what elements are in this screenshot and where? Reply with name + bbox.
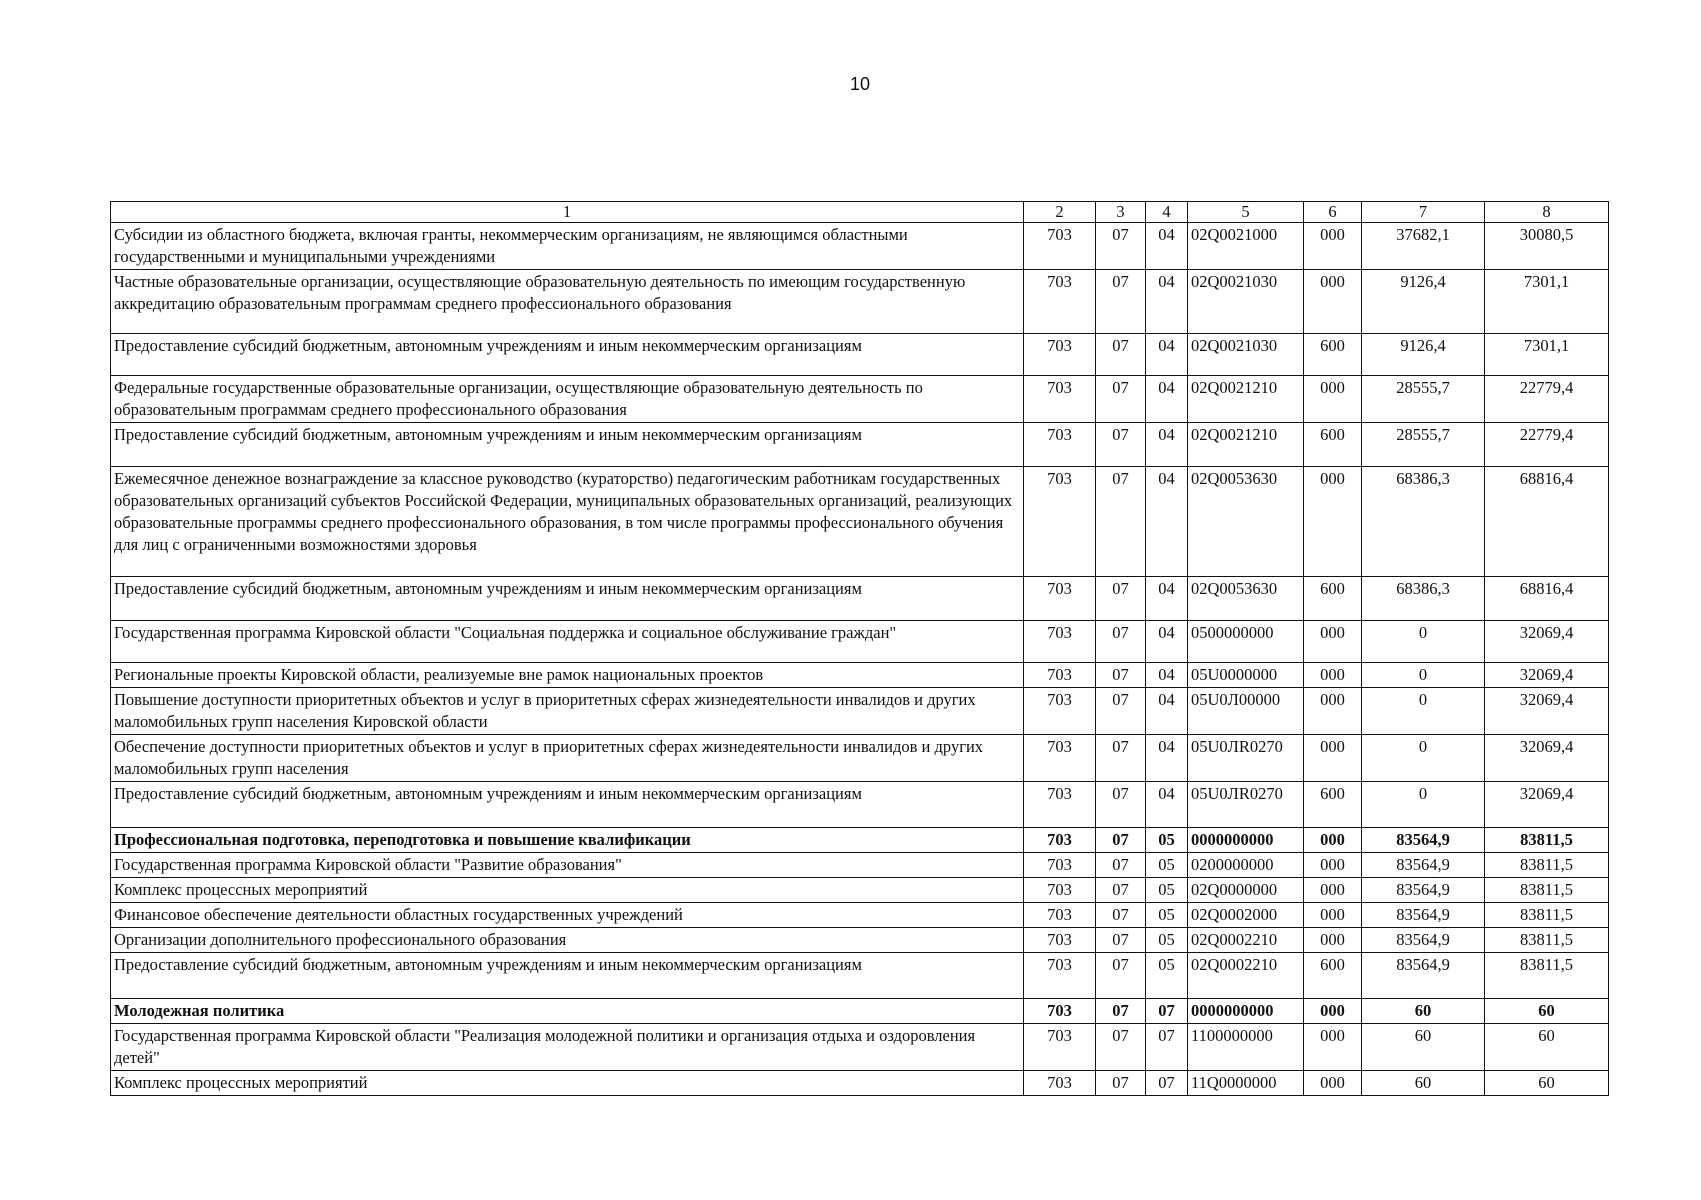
row-name-cell: Предоставление субсидий бюджетным, автономным учреждениям и иным некоммерческим организациям xyxy=(111,577,1024,621)
row-value-cell: 0000000000 xyxy=(1188,999,1304,1024)
row-value-cell: 68816,4 xyxy=(1485,467,1609,577)
row-value-cell: 68386,3 xyxy=(1362,467,1485,577)
table-row xyxy=(111,334,1609,376)
row-value-cell: 703 xyxy=(1024,953,1096,999)
row-value-cell: 000 xyxy=(1304,878,1362,903)
row-value-cell: 60 xyxy=(1362,1024,1485,1071)
row-name-cell: Комплекс процессных мероприятий xyxy=(111,878,1024,903)
row-name-cell: Обеспечение доступности приоритетных объектов и услуг в приоритетных сферах жизнедеятельности инвалидов и других маломобильных групп населения xyxy=(111,735,1024,782)
row-value-cell: 68386,3 xyxy=(1362,577,1485,621)
row-value-cell: 0 xyxy=(1362,735,1485,782)
row-value-cell: 83811,5 xyxy=(1485,828,1609,853)
row-name-cell: Предоставление субсидий бюджетным, автономным учреждениям и иным некоммерческим организациям xyxy=(111,953,1024,999)
row-name-cell: Финансовое обеспечение деятельности областных государственных учреждений xyxy=(111,903,1024,928)
row-name-cell: Государственная программа Кировской области "Реализация молодежной политики и организация отдыха и оздоровления детей" xyxy=(111,1024,1024,1071)
row-value-cell: 07 xyxy=(1096,999,1146,1024)
row-value-cell: 28555,7 xyxy=(1362,376,1485,423)
row-value-cell: 07 xyxy=(1096,928,1146,953)
table-row xyxy=(111,999,1609,1024)
row-value-cell: 703 xyxy=(1024,903,1096,928)
row-value-cell: 60 xyxy=(1485,999,1609,1024)
row-value-cell: 0000000000 xyxy=(1188,828,1304,853)
row-value-cell: 703 xyxy=(1024,1071,1096,1096)
row-value-cell: 32069,4 xyxy=(1485,782,1609,828)
row-value-cell: 07 xyxy=(1096,270,1146,334)
row-value-cell: 703 xyxy=(1024,223,1096,270)
table-row xyxy=(111,663,1609,688)
row-value-cell: 04 xyxy=(1146,577,1188,621)
row-value-cell: 32069,4 xyxy=(1485,663,1609,688)
row-value-cell: 000 xyxy=(1304,1024,1362,1071)
row-value-cell: 04 xyxy=(1146,663,1188,688)
table-body xyxy=(111,223,1609,1096)
row-value-cell: 000 xyxy=(1304,928,1362,953)
row-value-cell: 000 xyxy=(1304,376,1362,423)
column-header: 5 xyxy=(1188,202,1304,223)
row-value-cell: 07 xyxy=(1096,735,1146,782)
row-value-cell: 60 xyxy=(1362,999,1485,1024)
row-name-cell: Государственная программа Кировской области "Социальная поддержка и социальное обслуживание граждан" xyxy=(111,621,1024,663)
table-row xyxy=(111,735,1609,782)
table-row xyxy=(111,878,1609,903)
row-value-cell: 0500000000 xyxy=(1188,621,1304,663)
row-value-cell: 02Q0002210 xyxy=(1188,953,1304,999)
row-value-cell: 83811,5 xyxy=(1485,953,1609,999)
row-value-cell: 04 xyxy=(1146,467,1188,577)
row-value-cell: 60 xyxy=(1362,1071,1485,1096)
row-value-cell: 1100000000 xyxy=(1188,1024,1304,1071)
row-value-cell: 02Q0021210 xyxy=(1188,376,1304,423)
row-value-cell: 05 xyxy=(1146,853,1188,878)
row-value-cell: 68816,4 xyxy=(1485,577,1609,621)
table-row xyxy=(111,376,1609,423)
row-value-cell: 05U0000000 xyxy=(1188,663,1304,688)
table-row xyxy=(111,782,1609,828)
row-value-cell: 703 xyxy=(1024,467,1096,577)
row-value-cell: 83564,9 xyxy=(1362,928,1485,953)
row-value-cell: 11Q0000000 xyxy=(1188,1071,1304,1096)
row-value-cell: 7301,1 xyxy=(1485,270,1609,334)
row-value-cell: 22779,4 xyxy=(1485,376,1609,423)
row-value-cell: 000 xyxy=(1304,735,1362,782)
column-header: 7 xyxy=(1362,202,1485,223)
column-header: 2 xyxy=(1024,202,1096,223)
row-value-cell: 7301,1 xyxy=(1485,334,1609,376)
row-value-cell: 05U0ЛR0270 xyxy=(1188,782,1304,828)
row-value-cell: 000 xyxy=(1304,270,1362,334)
row-value-cell: 000 xyxy=(1304,467,1362,577)
row-value-cell: 703 xyxy=(1024,334,1096,376)
table-row xyxy=(111,1071,1609,1096)
table-row xyxy=(111,270,1609,334)
table-row xyxy=(111,828,1609,853)
table-row xyxy=(111,223,1609,270)
row-value-cell: 83811,5 xyxy=(1485,903,1609,928)
row-value-cell: 05U0ЛR0270 xyxy=(1188,735,1304,782)
column-header: 1 xyxy=(111,202,1024,223)
row-value-cell: 02Q0002210 xyxy=(1188,928,1304,953)
row-value-cell: 83564,9 xyxy=(1362,903,1485,928)
row-value-cell: 07 xyxy=(1096,878,1146,903)
table-row xyxy=(111,1024,1609,1071)
row-value-cell: 02Q0002000 xyxy=(1188,903,1304,928)
row-value-cell: 83564,9 xyxy=(1362,878,1485,903)
row-value-cell: 703 xyxy=(1024,270,1096,334)
row-value-cell: 32069,4 xyxy=(1485,735,1609,782)
row-value-cell: 83564,9 xyxy=(1362,853,1485,878)
row-name-cell: Региональные проекты Кировской области, реализуемые вне рамок национальных проектов xyxy=(111,663,1024,688)
row-value-cell: 000 xyxy=(1304,663,1362,688)
row-value-cell: 05 xyxy=(1146,928,1188,953)
row-value-cell: 703 xyxy=(1024,928,1096,953)
row-value-cell: 0 xyxy=(1362,782,1485,828)
row-value-cell: 07 xyxy=(1146,1071,1188,1096)
row-value-cell: 07 xyxy=(1096,1024,1146,1071)
row-value-cell: 05 xyxy=(1146,903,1188,928)
row-value-cell: 703 xyxy=(1024,782,1096,828)
row-value-cell: 32069,4 xyxy=(1485,621,1609,663)
row-value-cell: 0 xyxy=(1362,688,1485,735)
table-row xyxy=(111,853,1609,878)
row-value-cell: 07 xyxy=(1096,782,1146,828)
row-value-cell: 000 xyxy=(1304,688,1362,735)
row-value-cell: 02Q0021030 xyxy=(1188,334,1304,376)
row-value-cell: 703 xyxy=(1024,621,1096,663)
row-value-cell: 04 xyxy=(1146,270,1188,334)
row-value-cell: 0 xyxy=(1362,663,1485,688)
row-value-cell: 07 xyxy=(1096,621,1146,663)
row-value-cell: 83811,5 xyxy=(1485,853,1609,878)
table-row xyxy=(111,903,1609,928)
row-name-cell: Организации дополнительного профессионального образования xyxy=(111,928,1024,953)
row-value-cell: 703 xyxy=(1024,1024,1096,1071)
row-value-cell: 02Q0053630 xyxy=(1188,467,1304,577)
table-row xyxy=(111,467,1609,577)
row-value-cell: 0 xyxy=(1362,621,1485,663)
row-value-cell: 05 xyxy=(1146,828,1188,853)
row-value-cell: 000 xyxy=(1304,903,1362,928)
row-name-cell: Молодежная политика xyxy=(111,999,1024,1024)
row-name-cell: Профессиональная подготовка, переподготовка и повышение квалификации xyxy=(111,828,1024,853)
row-value-cell: 600 xyxy=(1304,782,1362,828)
header-row xyxy=(111,202,1609,223)
row-name-cell: Предоставление субсидий бюджетным, автономным учреждениям и иным некоммерческим организациям xyxy=(111,782,1024,828)
row-value-cell: 07 xyxy=(1096,853,1146,878)
row-value-cell: 703 xyxy=(1024,663,1096,688)
row-value-cell: 000 xyxy=(1304,853,1362,878)
row-value-cell: 04 xyxy=(1146,782,1188,828)
table-row xyxy=(111,928,1609,953)
row-value-cell: 04 xyxy=(1146,688,1188,735)
row-value-cell: 000 xyxy=(1304,621,1362,663)
row-name-cell: Предоставление субсидий бюджетным, автономным учреждениям и иным некоммерческим организациям xyxy=(111,334,1024,376)
row-value-cell: 30080,5 xyxy=(1485,223,1609,270)
row-name-cell: Повышение доступности приоритетных объектов и услуг в приоритетных сферах жизнедеятельности инвалидов и других маломобильных групп населения Кировской области xyxy=(111,688,1024,735)
row-value-cell: 703 xyxy=(1024,735,1096,782)
column-header: 8 xyxy=(1485,202,1609,223)
row-value-cell: 07 xyxy=(1096,663,1146,688)
row-value-cell: 0200000000 xyxy=(1188,853,1304,878)
row-value-cell: 703 xyxy=(1024,999,1096,1024)
row-value-cell: 07 xyxy=(1096,953,1146,999)
row-value-cell: 703 xyxy=(1024,423,1096,467)
row-value-cell: 60 xyxy=(1485,1071,1609,1096)
row-value-cell: 02Q0021000 xyxy=(1188,223,1304,270)
row-value-cell: 07 xyxy=(1096,577,1146,621)
page-number: 10 xyxy=(849,74,871,94)
row-value-cell: 02Q0021210 xyxy=(1188,423,1304,467)
row-name-cell: Государственная программа Кировской области "Развитие образования" xyxy=(111,853,1024,878)
column-header: 4 xyxy=(1146,202,1188,223)
row-value-cell: 60 xyxy=(1485,1024,1609,1071)
row-value-cell: 02Q0053630 xyxy=(1188,577,1304,621)
table-row xyxy=(111,577,1609,621)
table-row xyxy=(111,621,1609,663)
row-value-cell: 9126,4 xyxy=(1362,334,1485,376)
row-name-cell: Субсидии из областного бюджета, включая гранты, некоммерческим организациям, не являющимся областными государственными и муниципальными учреждениями xyxy=(111,223,1024,270)
row-value-cell: 32069,4 xyxy=(1485,688,1609,735)
row-value-cell: 703 xyxy=(1024,853,1096,878)
row-value-cell: 07 xyxy=(1096,334,1146,376)
row-value-cell: 83564,9 xyxy=(1362,953,1485,999)
row-name-cell: Федеральные государственные образовательные организации, осуществляющие образовательную деятельность по образовательным программам среднего профессионального образования xyxy=(111,376,1024,423)
row-value-cell: 02Q0021030 xyxy=(1188,270,1304,334)
row-value-cell: 07 xyxy=(1096,828,1146,853)
row-name-cell: Частные образовательные организации, осуществляющие образовательную деятельность по имеющим государственную аккредитацию образовательным программам среднего профессионального образования xyxy=(111,270,1024,334)
row-value-cell: 83811,5 xyxy=(1485,878,1609,903)
row-value-cell: 000 xyxy=(1304,1071,1362,1096)
row-value-cell: 83564,9 xyxy=(1362,828,1485,853)
row-value-cell: 600 xyxy=(1304,953,1362,999)
row-value-cell: 07 xyxy=(1096,223,1146,270)
row-value-cell: 000 xyxy=(1304,223,1362,270)
row-value-cell: 703 xyxy=(1024,828,1096,853)
row-value-cell: 600 xyxy=(1304,577,1362,621)
row-value-cell: 07 xyxy=(1096,376,1146,423)
row-value-cell: 000 xyxy=(1304,999,1362,1024)
row-name-cell: Комплекс процессных мероприятий xyxy=(111,1071,1024,1096)
row-value-cell: 04 xyxy=(1146,735,1188,782)
row-value-cell: 703 xyxy=(1024,688,1096,735)
row-value-cell: 9126,4 xyxy=(1362,270,1485,334)
row-value-cell: 05 xyxy=(1146,878,1188,903)
row-value-cell: 000 xyxy=(1304,828,1362,853)
row-value-cell: 04 xyxy=(1146,423,1188,467)
row-value-cell: 22779,4 xyxy=(1485,423,1609,467)
row-value-cell: 703 xyxy=(1024,577,1096,621)
row-value-cell: 600 xyxy=(1304,423,1362,467)
column-header: 6 xyxy=(1304,202,1362,223)
row-value-cell: 07 xyxy=(1096,903,1146,928)
column-header: 3 xyxy=(1096,202,1146,223)
table-row xyxy=(111,953,1609,999)
row-value-cell: 703 xyxy=(1024,376,1096,423)
row-value-cell: 28555,7 xyxy=(1362,423,1485,467)
table-row xyxy=(111,423,1609,467)
row-value-cell: 07 xyxy=(1146,999,1188,1024)
row-value-cell: 07 xyxy=(1096,1071,1146,1096)
row-value-cell: 07 xyxy=(1096,467,1146,577)
row-value-cell: 04 xyxy=(1146,621,1188,663)
row-name-cell: Предоставление субсидий бюджетным, автономным учреждениям и иным некоммерческим организациям xyxy=(111,423,1024,467)
row-value-cell: 02Q0000000 xyxy=(1188,878,1304,903)
row-value-cell: 04 xyxy=(1146,223,1188,270)
table-row xyxy=(111,688,1609,735)
row-value-cell: 07 xyxy=(1096,423,1146,467)
row-value-cell: 703 xyxy=(1024,878,1096,903)
row-value-cell: 05U0Л00000 xyxy=(1188,688,1304,735)
budget-table xyxy=(110,201,1609,1096)
row-value-cell: 04 xyxy=(1146,334,1188,376)
row-value-cell: 83811,5 xyxy=(1485,928,1609,953)
row-value-cell: 07 xyxy=(1096,688,1146,735)
row-value-cell: 600 xyxy=(1304,334,1362,376)
row-name-cell: Ежемесячное денежное вознаграждение за классное руководство (кураторство) педагогическим работникам государственных образовательных организаций субъектов Российской Федерации, муниципальных образовательных организаций, реализующих образовательные программы среднего профессионального образования, в том числе программы профессионального обучения для лиц с ограниченными возможностями здоровья xyxy=(111,467,1024,577)
row-value-cell: 37682,1 xyxy=(1362,223,1485,270)
row-value-cell: 04 xyxy=(1146,376,1188,423)
row-value-cell: 05 xyxy=(1146,953,1188,999)
row-value-cell: 07 xyxy=(1146,1024,1188,1071)
